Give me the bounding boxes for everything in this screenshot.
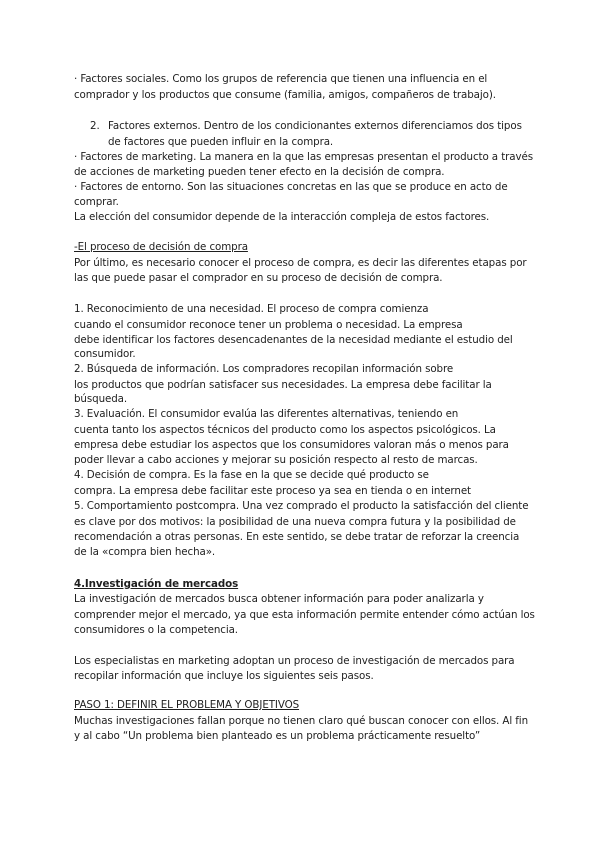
section-heading: PASO 1: DEFINIR EL PROBLEMA Y OBJETIVOS: [74, 699, 300, 711]
text-line: 3. Evaluación. El consumidor evalúa las diferentes alternativas, teniendo en: [74, 408, 459, 420]
section-heading: 4.Investigación de mercados: [74, 578, 239, 590]
text-line: de la «compra bien hecha».: [74, 546, 216, 558]
text-line: debe identificar los factores desencadenantes de la necesidad mediante el estudio del: [74, 334, 513, 346]
text-line: 5. Comportamiento postcompra. Una vez comprado el producto la satisfacción del cliente: [74, 500, 529, 512]
text-line: Muchas investigaciones fallan porque no tienen claro qué buscan conocer con ellos. Al fin: [74, 715, 528, 727]
text-line: La elección del consumidor depende de la interacción compleja de estos factores.: [74, 211, 490, 223]
text-line: y al cabo “Un problema bien planteado es un problema prácticamente resuelto”: [74, 730, 481, 742]
text-line: Factores externos. Dentro de los condicionantes externos diferenciamos dos tipos: [108, 120, 522, 132]
section-heading: -El proceso de decisión de compra: [74, 241, 248, 253]
text-line: consumidores o la competencia.: [74, 624, 238, 636]
text-line: · Factores de entorno. Son las situaciones concretas en las que se produce en acto de: [74, 181, 508, 193]
text-line: Por último, es necesario conocer el proceso de compra, es decir las diferentes etapas por: [74, 257, 527, 269]
text-line: 4. Decisión de compra. Es la fase en la que se decide qué producto se: [74, 469, 429, 481]
text-line: comprador y los productos que consume (familia, amigos, compañeros de trabajo).: [74, 89, 496, 101]
text-line: de acciones de marketing pueden tener efecto en la decisión de compra.: [74, 166, 445, 178]
text-line: cuenta tanto los aspectos técnicos del producto como los aspectos psicológicos. La: [74, 424, 496, 436]
text-line: cuando el consumidor reconoce tener un problema o necesidad. La empresa: [74, 319, 463, 331]
text-line: · Factores sociales. Como los grupos de referencia que tienen una influencia en el: [74, 73, 488, 85]
text-line: comprar.: [74, 196, 119, 208]
list-number: 2.: [90, 120, 100, 132]
text-line: empresa debe estudiar los aspectos que los consumidores valoran más o menos para: [74, 439, 509, 451]
text-line: poder llevar a cabo acciones y mejorar su posición respecto al resto de marcas.: [74, 454, 478, 466]
text-line: La investigación de mercados busca obtener información para poder analizarla y: [74, 593, 484, 605]
text-line: · Factores de marketing. La manera en la que las empresas presentan el producto a través: [74, 151, 533, 163]
text-line: compra. La empresa debe facilitar este proceso ya sea en tienda o en internet: [74, 485, 471, 497]
text-line: las que puede pasar el comprador en su proceso de decisión de compra.: [74, 272, 443, 284]
text-line: los productos que podrían satisfacer sus necesidades. La empresa debe facilitar la: [74, 379, 492, 391]
text-line: 2. Búsqueda de información. Los compradores recopilan información sobre: [74, 363, 454, 375]
text-line: Los especialistas en marketing adoptan un proceso de investigación de mercados para: [74, 655, 515, 667]
text-line: recomendación a otras personas. En este sentido, se debe tratar de reforzar la creencia: [74, 531, 520, 543]
text-line: de factores que pueden influir en la compra.: [108, 136, 334, 148]
text-line: recopilar información que incluye los siguientes seis pasos.: [74, 670, 374, 682]
text-line: es clave por dos motivos: la posibilidad de una nueva compra futura y la posibilidad de: [74, 516, 516, 528]
text-line: 1. Reconocimiento de una necesidad. El proceso de compra comienza: [74, 303, 429, 315]
text-line: búsqueda.: [74, 393, 128, 405]
text-line: comprender mejor el mercado, ya que esta información permite entender cómo actúan los: [74, 609, 535, 621]
text-line: consumidor.: [74, 348, 136, 360]
